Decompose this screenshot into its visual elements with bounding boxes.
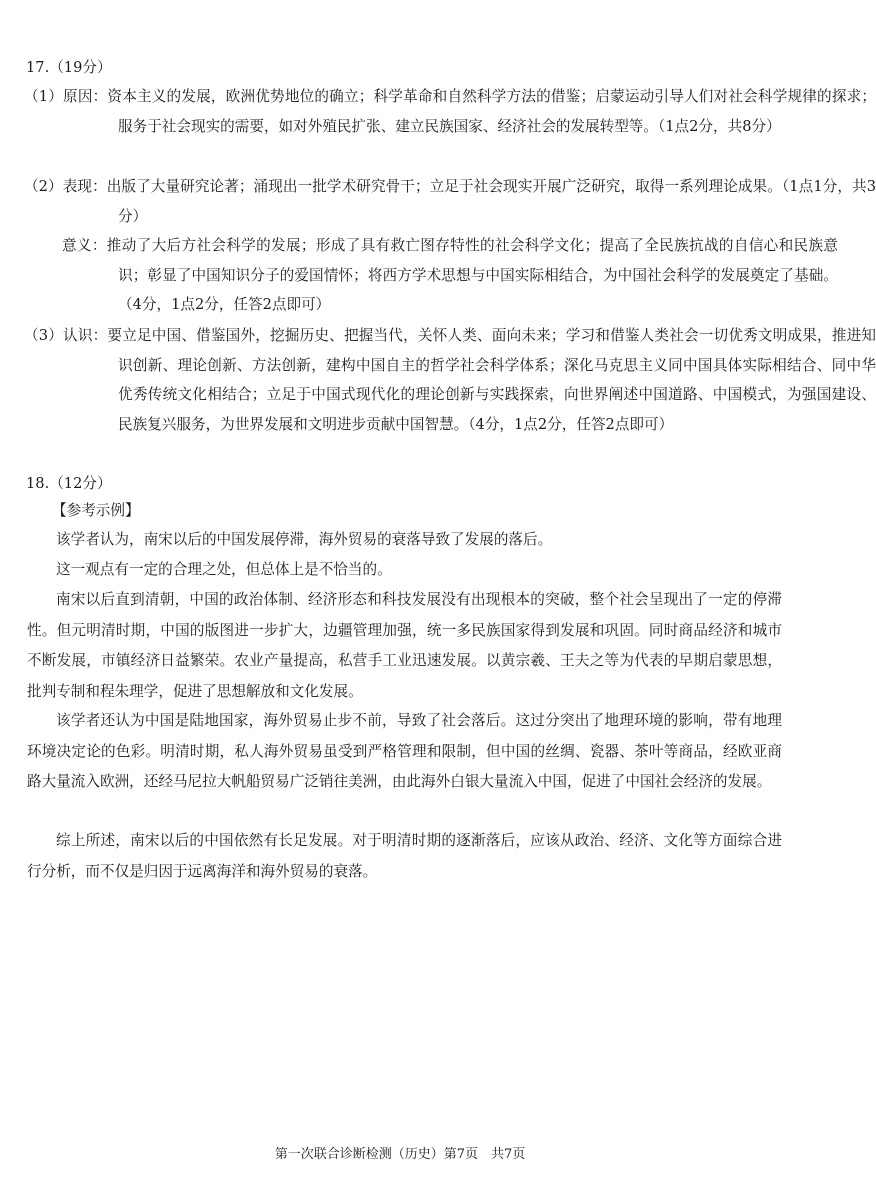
q17-part1-reasons xyxy=(24,82,876,141)
q17-significance-text: 推动了大后方社会科学的发展；形成了具有救亡图存特性的社会科学文化；提高了全民族抗战的自信心和民族意识；彰显了中国知识分子的爱国情怀；将西方学术思想与中国实际相结合，为中国社会科学的发展奠定了基础。（4分，1点2分，任答2点即可） xyxy=(106,237,838,313)
q17-part1-text: 资本主义的发展，欧洲优势地位的确立；科学革命和自然科学方法的借鉴；启蒙运动引导人们对社会科学规律的探求；服务于社会现实的需要，如对外殖民扩张、建立民族国家、经济社会的发展转型等。（1点2分，共8分） xyxy=(107,88,876,135)
q17-significance-label: 意义： xyxy=(62,237,107,254)
q18-paragraph-4: 该学者还认为中国是陆地国家，海外贸易止步不前，导致了社会落后。这过分突出了地理环境的影响，带有地理环境决定论的色彩。明清时期，私人海外贸易虽受到严格管理和限制，但中国的丝绸、瓷器、茶叶等商品，经欧亚商路大量流入欧洲，还经马尼拉大帆船贸易广泛销往美洲，由此海外白银大量流入中国，促进了中国社会经济的发展。 xyxy=(27,712,782,790)
page-footer: 第一次联合诊断检测（历史）第7页 共7页 xyxy=(274,1147,526,1162)
q18-example-label: 【参考示例】 xyxy=(52,502,140,519)
q18-paragraph-3: 南宋以后直到清朝，中国的政治体制、经济形态和科技发展没有出现根本的突破，整个社会呈现出了一定的停滞性。但元明清时期，中国的版图进一步扩大，边疆管理加强，统一多民族国家得到发展和巩固。同时商品经济和城市不断发展，市镇经济日益繁荣。农业产量提高，私营手工业迅速发展。以黄宗羲、王夫之等为代表的早期启蒙思想，批判专制和程朱理学，促进了思想解放和文化发展。 xyxy=(27,591,782,700)
question-18-heading: 18.（12分） xyxy=(26,475,112,492)
q18-paragraph-1: 该学者认为，南宋以后的中国发展停滞，海外贸易的衰落导致了发展的落后。 xyxy=(56,531,553,548)
q17-part2-significance xyxy=(62,231,838,320)
q17-part3-label: （3）认识： xyxy=(24,327,108,344)
q18-paragraph-2: 这一观点有一定的合理之处，但总体上是不恰当的。 xyxy=(56,561,392,578)
q17-part2-manifestation xyxy=(24,172,876,231)
q17-part1-label: （1）原因： xyxy=(24,88,108,105)
q18-paragraph-5: 综上所述，南宋以后的中国依然有长足发展。对于明清时期的逐渐落后，应该从政治、经济、文化等方面综合进行分析，而不仅是归因于远离海洋和海外贸易的衰落。 xyxy=(27,832,782,880)
question-17-heading: 17.（19分） xyxy=(26,59,112,76)
q17-part3-understanding xyxy=(24,321,876,439)
q17-part2-text: 出版了大量研究论著；涌现出一批学术研究骨干；立足于社会现实开展广泛研究，取得一系列理论成果。（1点1分，共3分） xyxy=(106,178,876,225)
q17-part3-text: 要立足中国、借鉴国外，挖掘历史、把握当代，关怀人类、面向未来；学习和借鉴人类社会一切优秀文明成果，推进知识创新、理论创新、方法创新，建构中国自主的哲学社会科学体系；深化马克思主义同中国具体实际相结合、同中华优秀传统文化相结合；立足于中国式现代化的理论创新与实践探索，向世界阐述中国道路、中国模式，为强国建设、民族复兴服务，为世界发展和文明进步贡献中国智慧。（4分，1点2分，任答2点即可） xyxy=(107,327,876,433)
q17-part2-label: （2）表现： xyxy=(24,178,107,195)
